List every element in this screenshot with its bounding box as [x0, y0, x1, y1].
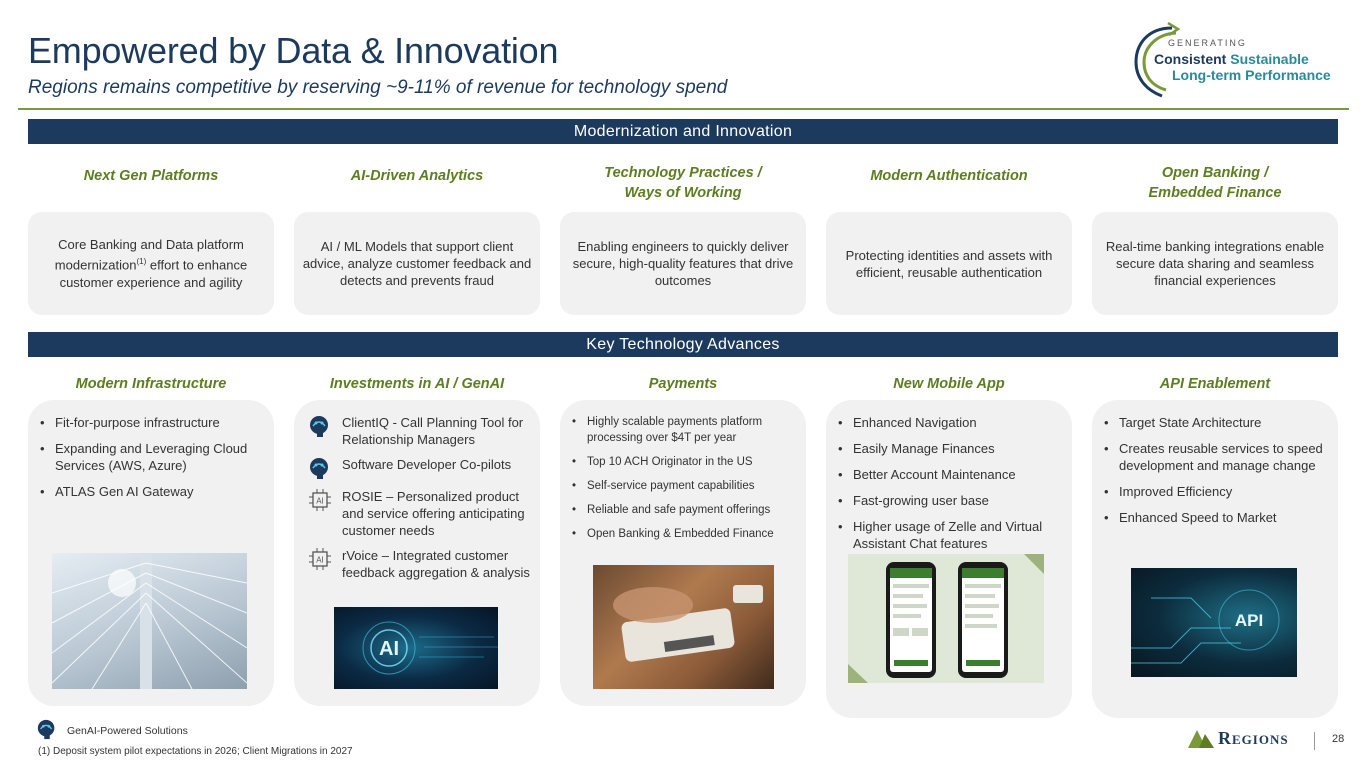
heading-open-banking-l2: Embedded Finance [1148, 185, 1282, 201]
card-next-gen-text-b: effort to enhance customer experience and agility [59, 257, 248, 290]
footnote-ref: (1) [136, 257, 147, 267]
logo-generating-text: GENERATING [1168, 38, 1247, 48]
ai-chip-label: AI [316, 555, 324, 565]
ai-chip-label: AI [316, 496, 324, 506]
heading-new-mobile-app: New Mobile App [893, 376, 1005, 392]
logo-line-2: Long-term Performance [1172, 67, 1331, 83]
key-advances-banner: Key Technology Advances [28, 332, 1338, 357]
card-terminal-graphic [593, 565, 774, 689]
heading-open-banking-l1: Open Banking / [1161, 165, 1269, 181]
ai-item-text: rVoice – Integrated customer feedback aggregation & analysis [342, 548, 530, 580]
card-open-banking: Real-time banking integrations enable secure data sharing and seamless financial experiences [1092, 212, 1338, 315]
card-payments [560, 400, 806, 706]
list-item: • Fast-growing user base [836, 492, 1068, 509]
card-new-mobile-app [826, 400, 1072, 718]
heading-api-enablement: API Enablement [1159, 376, 1271, 392]
api-list [1102, 414, 1334, 535]
modernization-banner: Modernization and Innovation [28, 119, 1338, 144]
genai-head-icon [308, 456, 332, 480]
ai-image-label: AI [379, 638, 399, 660]
card-next-gen-text-a: Core Banking and Data platform modernization [54, 237, 244, 273]
heading-modern-infrastructure: Modern Infrastructure [75, 376, 227, 392]
header-divider [18, 108, 1349, 110]
mobile-app-image [848, 554, 1044, 683]
genai-head-icon [308, 414, 332, 438]
list-item: • Target State Architecture [1102, 414, 1334, 431]
heading-modern-authentication: Modern Authentication [870, 168, 1028, 184]
card-technology-practices: Enabling engineers to quickly deliver secure, high-quality features that drive outcomes [560, 212, 806, 315]
footnote: (1) Deposit system pilot expectations in 2026; Client Migrations in 2027 [38, 746, 353, 757]
ai-image [334, 607, 498, 689]
list-item: • Fit-for-purpose infrastructure [38, 414, 270, 431]
page-title: Empowered by Data & Innovation [28, 30, 559, 71]
list-item [308, 488, 536, 539]
list-item: • ATLAS Gen AI Gateway [38, 483, 270, 500]
card-investments-ai [294, 400, 540, 706]
api-image-label: API [1234, 611, 1264, 630]
heading-ai-driven-analytics: AI-Driven Analytics [350, 168, 484, 184]
list-item [308, 547, 536, 581]
card-ai-driven-analytics: AI / ML Models that support client advice, analyze customer feedback and detects and prevents fraud [294, 212, 540, 315]
list-item: • Highly scalable payments platform processing over $4T per year [570, 414, 802, 446]
logo-sustainable: Sustainable [1230, 51, 1309, 67]
mobile-list [836, 414, 1068, 561]
ai-list [308, 414, 536, 589]
regions-brand [1188, 728, 1289, 749]
ai-chip-icon [308, 547, 332, 571]
footer-divider [1314, 732, 1315, 750]
regions-pyramid-icon [1188, 730, 1214, 748]
heading-technology-practices [560, 163, 806, 203]
card-api-enablement [1092, 400, 1338, 718]
list-item [308, 456, 536, 480]
bridge-cables-icon [52, 553, 247, 689]
card-modern-authentication: Protecting identities and assets with efficient, reusable authentication [826, 212, 1072, 315]
bridge-image [52, 553, 247, 689]
list-item: • Creates reusable services to speed development and manage change [1102, 440, 1334, 474]
ai-item-text: ROSIE – Personalized product and service offering anticipating customer needs [342, 489, 525, 538]
list-item: • Expanding and Leveraging Cloud Services (AWS, Azure) [38, 440, 270, 474]
genai-head-icon [36, 718, 58, 740]
card-modern-infrastructure [28, 400, 274, 706]
logo-consistent: Consistent [1154, 51, 1227, 67]
page-subtitle: Regions remains competitive by reserving ~9-11% of revenue for technology spend [28, 77, 728, 98]
list-item [308, 414, 536, 448]
ai-item-text: ClientIQ - Call Planning Tool for Relationship Managers [342, 415, 524, 447]
list-item: • Top 10 ACH Originator in the US [570, 454, 802, 470]
list-item: • Self-service payment capabilities [570, 478, 802, 494]
list-item: • Higher usage of Zelle and Virtual Assistant Chat features [836, 518, 1068, 552]
payments-list [570, 414, 802, 550]
payment-terminal-image [593, 565, 774, 689]
legend-label: GenAI-Powered Solutions [67, 725, 188, 737]
api-image [1131, 568, 1297, 677]
heading-investments-ai: Investments in AI / GenAI [329, 376, 505, 392]
heading-technology-practices-l2: Ways of Working [624, 185, 742, 201]
ai-chip-icon [308, 488, 332, 512]
heading-next-gen-platforms: Next Gen Platforms [83, 168, 219, 184]
list-item: • Enhanced Speed to Market [1102, 509, 1334, 526]
generating-performance-logo [1132, 22, 1347, 100]
card-next-gen-platforms [28, 212, 274, 315]
list-item: • Better Account Maintenance [836, 466, 1068, 483]
list-item: • Open Banking & Embedded Finance [570, 526, 802, 542]
ai-circuit-graphic [334, 607, 498, 689]
list-item: • Reliable and safe payment offerings [570, 502, 802, 518]
heading-open-banking [1092, 163, 1338, 203]
ai-item-text: Software Developer Co-pilots [342, 457, 512, 472]
infrastructure-list [38, 414, 270, 509]
api-circuit-graphic [1131, 568, 1297, 677]
list-item: • Improved Efficiency [1102, 483, 1334, 500]
list-item: • Easily Manage Finances [836, 440, 1068, 457]
list-item: • Enhanced Navigation [836, 414, 1068, 431]
heading-technology-practices-l1: Technology Practices / [604, 165, 762, 181]
page-number: 28 [1332, 733, 1345, 745]
mobile-phones-graphic [848, 554, 1044, 683]
heading-payments: Payments [648, 376, 718, 392]
brand-wordmark: Regions [1218, 728, 1289, 748]
card-next-gen-text [34, 236, 268, 290]
logo-line-1 [1154, 51, 1309, 67]
